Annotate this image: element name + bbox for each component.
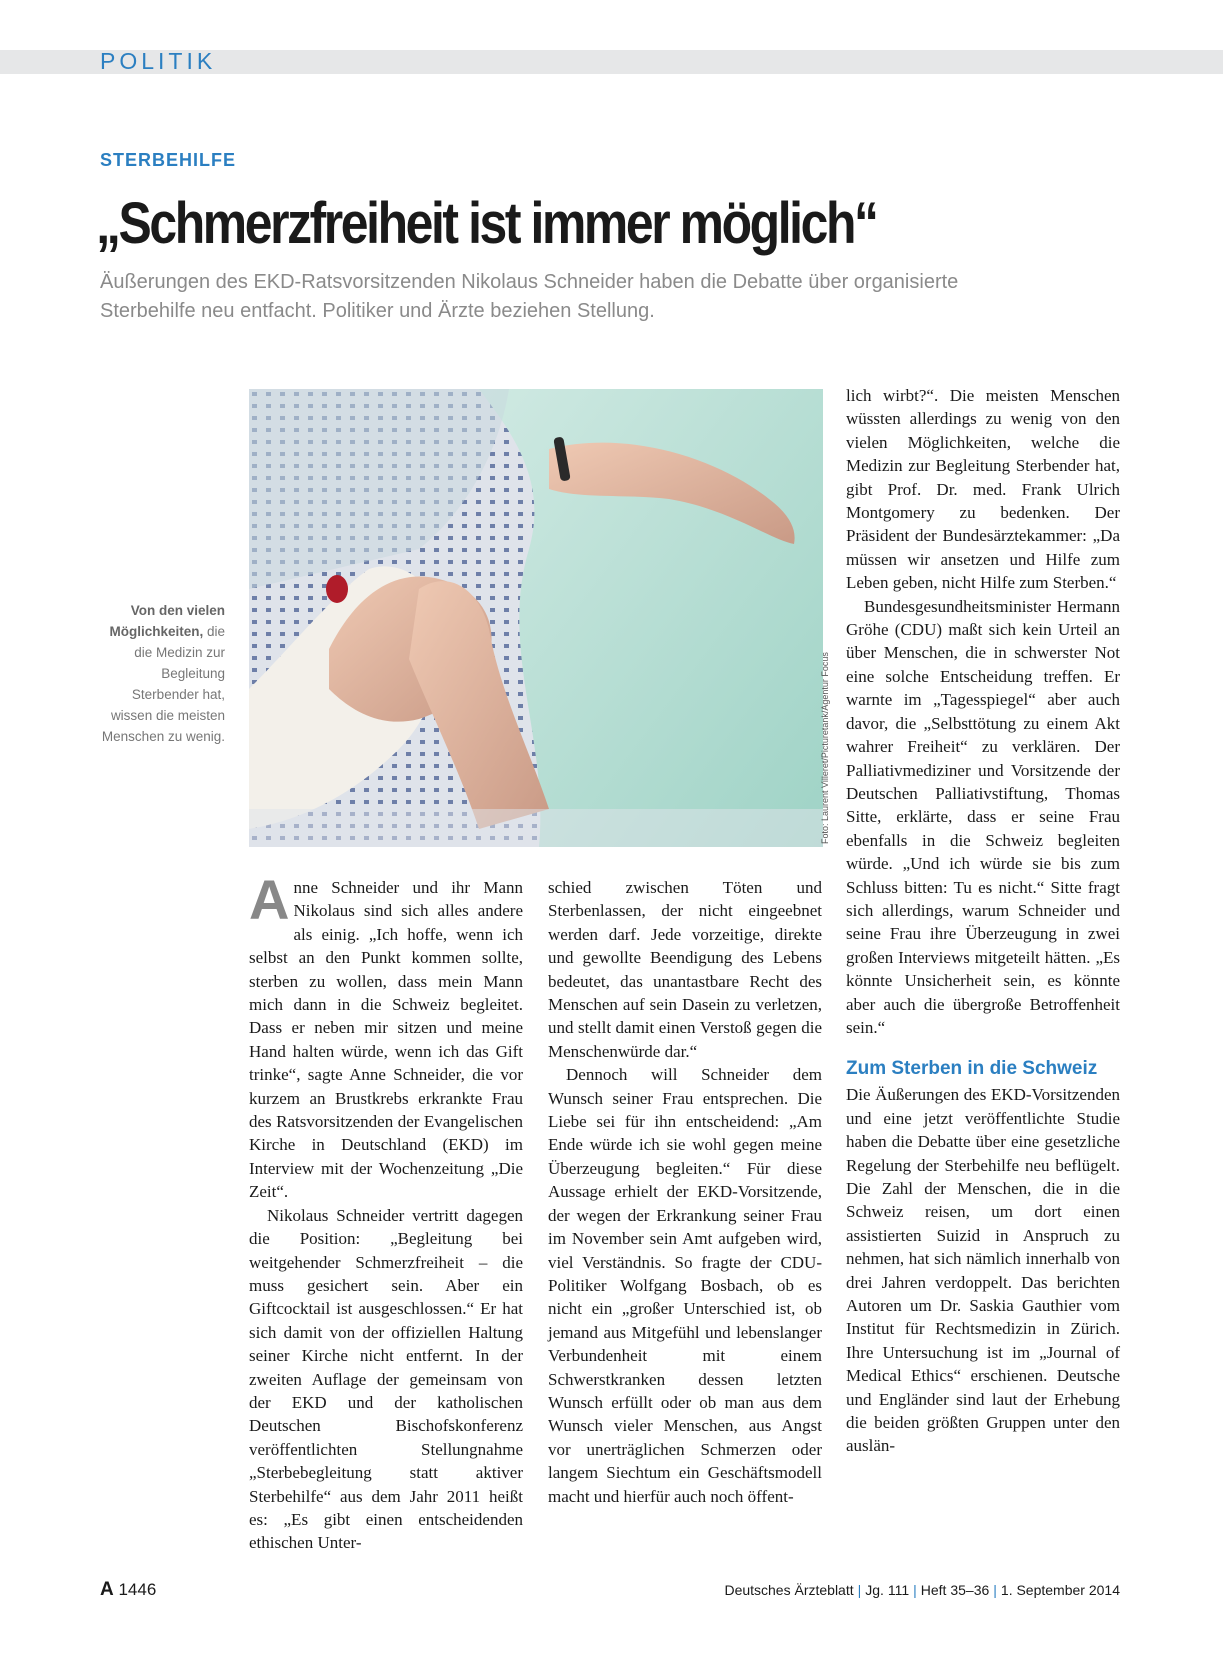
article-photo — [249, 389, 823, 847]
photo-credit: Foto: Laurent Villeret/Picturetank/Agentur Focus — [820, 652, 830, 844]
journal-volume: Jg. 111 — [865, 1582, 910, 1598]
divider: | — [913, 1582, 917, 1598]
section-label: POLITIK — [100, 48, 217, 74]
paragraph: lich wirbt?“. Die meisten Menschen wüssten allerdings zu wenig von den vielen Möglichkeiten, welche die Medizin zur Begleitung Sterbender hat, gibt Prof. Dr. med. Frank Ulrich Montgomery zu bedenken. Der Präsident der Bundesärztekammer: „Da müssen wir ansetzen und Hilfe zum Leben geben, nicht Hilfe zum Sterben.“ — [846, 386, 1120, 593]
paragraph: Die Äußerungen des EKD-Vorsitzenden und eine jetzt veröffentlichte Studie haben die Debatte über eine gesetzliche Regelung der Sterbehilfe neu beflügelt. Die Zahl der Menschen, die in die Schweiz reisen, um dort einen assistierten Suizid in Anspruch zu nehmen, hat sich nämlich innerhalb von drei Jahren verdoppelt. Das berichten Autoren um Dr. Saskia Gauthier vom Institut für Rechtsmedizin in Zürich. Ihre Untersuchung ist im „Journal of Medical Ethics“ erschienen. Deutsche und Engländer sind laut der Erhebung die beiden größten Gruppen unter den auslän- — [846, 1085, 1120, 1456]
caption-text: die die Medizin zur Begleitung Sterbender hat, wissen die meisten Menschen zu wenig. — [101, 624, 225, 744]
article-column-2 — [548, 876, 822, 1508]
journal-name: Deutsches Ärzteblatt — [724, 1582, 854, 1598]
page-number — [100, 1579, 156, 1601]
journal-date: 1. September 2014 — [1000, 1582, 1120, 1598]
paragraph: Dennoch will Schneider dem Wunsch seiner Frau entsprechen. Die Liebe sei für ihn entscheidend: „Am Ende würde ich sie wohl gegen meine Überzeugung begleiten.“ Für diese Aussage erhielt der EKD-Vorsitzende, der wegen der Erkrankung seiner Frau im November sein Amt aufgeben wird, viel Verständnis. So fragte der CDU-Politiker Wolfgang Bosbach, ob es nicht ein „großer Unterschied ist, ob jemand aus Mitgefühl und lebenslanger Verbundenheit mit einem Schwerstkranken dessen letzten Wunsch erfüllt oder ob man aus dem Wunsch vieler Menschen, aus Angst vor unerträglichen Schmerzen oder langem Siechtum ein Geschäftsmodell macht und hierfür auch noch öffent- — [548, 1065, 822, 1506]
article-kicker: STERBEHILFE — [100, 150, 237, 170]
divider: | — [993, 1582, 997, 1598]
article-subheading: Zum Sterben in die Schweiz — [846, 1058, 1098, 1080]
caption-lead: Von den vielen Möglichkeiten, — [109, 603, 225, 639]
journal-issue: Heft 35–36 — [920, 1582, 990, 1598]
article-subline: Äußerungen des EKD-Ratsvorsitzenden Nikolaus Schneider haben die Debatte über organisierte Sterbehilfe neu entfacht. Politiker und Ärzte beziehen Stellung. — [100, 271, 959, 322]
article-headline: „Schmerzfreiheit ist immer möglich“ — [96, 191, 877, 256]
page-number-value: 1446 — [118, 1580, 157, 1599]
divider: | — [857, 1582, 862, 1598]
paragraph — [249, 868, 523, 1204]
paragraph-text: nne Schneider und ihr Mann Nikolaus sind sich alles andere als einig. „Ich hoffe, wenn ich selbst an den Punkt kommen sollte, sterben zu wollen, dass mein Mann mich dann in die Schweiz begleitet. Dass er neben mir sitzen und meine Hand halten würde, wenn ich das Gift trinke“, sagte Anne Schneider, die vor kurzem an Brustkrebs erkrankte Frau des Ratsvorsitzenden der Evangelischen Kirche in Deutschland (EKD) im Interview mit der Wochenzeitung „Die Zeit“. — [249, 878, 523, 1202]
page-prefix: A — [100, 1579, 114, 1600]
hands-photo-illustration — [249, 389, 823, 847]
article-column-3 — [846, 384, 1120, 1458]
drop-cap: A — [249, 868, 290, 931]
photo-caption — [92, 600, 225, 747]
paragraph: schied zwischen Töten und Sterbenlassen, der nicht eingeebnet werden darf. Jede vorzeitige, direkte und gewollte Beendigung des Lebens bedeutet, das unantastbare Recht des Menschen auf sein Dasein zu verletzen, und stellt damit einen Verstoß gegen die Menschenwürde dar.“ — [548, 878, 822, 1061]
article-column-1 — [249, 868, 523, 1555]
paragraph: Nikolaus Schneider vertritt dagegen die Position: „Begleitung bei weitgehender Schmerzfreiheit – die muss gesichert sein. Aber ein Giftcocktail ist ausgeschlossen.“ Er hat sich damit von der offiziellen Haltung seiner Kirche nicht entfernt. In der zweiten Auflage der gemeinsam von der EKD und der katholischen Deutschen Bischofskonferenz veröffentlichten Stellungnahme „Sterbebegleitung statt aktiver Sterbehilfe“ aus dem Jahr 2011 heißt es: „Es gibt einen entscheidenden ethischen Unter- — [249, 1205, 523, 1553]
journal-footer — [724, 1582, 1120, 1598]
paragraph: Bundesgesundheitsminister Hermann Gröhe (CDU) maßt sich kein Urteil an über Menschen, die in schwerster Not eine solche Entscheidung treffen. Er warnte im „Tagesspiegel“ aber auch davor, die „Selbsttötung zu einem Akt wahrer Freiheit“ zu verklären. Der Palliativmediziner und Vorsitzende der Deutschen Palliativstiftung, Thomas Sitte, erklärte, dass er seine Frau ebenfalls in die Schweiz begleiten würde. „Und ich würde sie bis zum Schluss bitten: Tu es nicht.“ Sitte fragt sich allerdings, warum Schneider und seine Frau ihre Überzeugung in zwei großen Interviews mitgeteilt hätten. „Es könnte Unsicherheit sein, es könnte aber auch die übergroße Betroffenheit sein.“ — [846, 596, 1120, 1037]
